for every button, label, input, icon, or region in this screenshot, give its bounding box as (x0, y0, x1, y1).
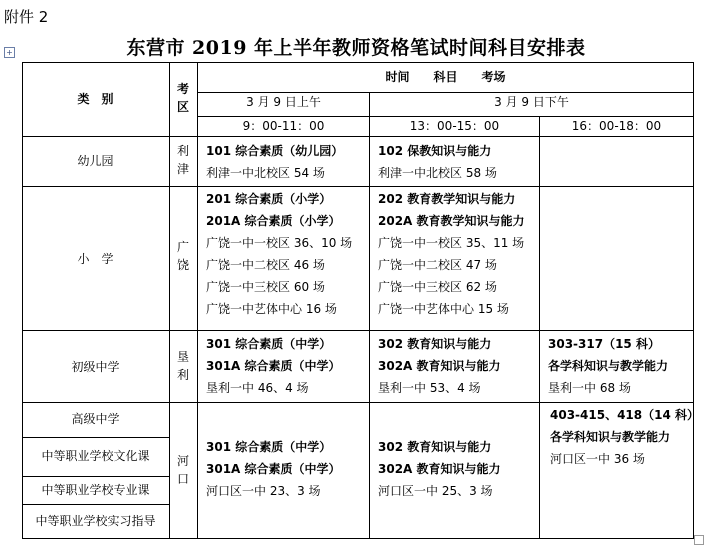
senior-slot2: 302 教育知识与能力 302A 教育知识与能力 河口区一中 25、3 场 (378, 440, 501, 498)
header-day2: 3 月 9 日下午 (494, 95, 569, 109)
primary-slot2: 202 教育教学知识与能力 202A 教育教学知识与能力 广饶一中一校区 35、11 场 广饶一中二校区 47 场 广饶一中三校区 62 场 广饶一中艺体中心 15 场 (378, 192, 525, 316)
header-time-subject-venue: 时间 科目 考场 (385, 70, 506, 84)
page-title: 东营市 2019 年上半年教师资格笔试时间科目安排表 (126, 37, 586, 59)
category-senior: 高级中学 (71, 412, 120, 426)
area-hekou: 河 口 (176, 454, 189, 486)
header-slot3: 16：00-18：00 (571, 119, 662, 133)
header-day1: 3 月 9 日上午 (246, 95, 321, 109)
primary-slot1: 201 综合素质（小学） 201A 综合素质（小学） 广饶一中一校区 36、10 场 广饶一中二校区 46 场 广饶一中三校区 60 场 广饶一中艺体中心 16 场 (206, 192, 353, 316)
area-guangrao: 广 饶 (176, 240, 189, 272)
area-lijin: 利 津 (176, 144, 189, 176)
senior-slot1: 301 综合素质（中学） 301A 综合素质（中学） 河口区一中 23、3 场 (206, 440, 341, 498)
category-primary: 小 学 (77, 252, 114, 266)
header-slot1: 9：00-11：00 (242, 119, 325, 133)
header-slot2: 13：00-15：00 (409, 119, 500, 133)
category-kindergarten: 幼儿园 (77, 154, 114, 168)
category-vocational-culture: 中等职业学校文化课 (41, 449, 150, 463)
category-junior: 初级中学 (71, 360, 120, 374)
header-exam-area: 考 区 (176, 82, 189, 114)
kindergarten-slot2: 102 保教知识与能力 利津一中北校区 58 场 (378, 144, 497, 180)
junior-slot2: 302 教育知识与能力 302A 教育知识与能力 垦利一中 53、4 场 (378, 337, 501, 395)
junior-slot1: 301 综合素质（中学） 301A 综合素质（中学） 垦利一中 46、4 场 (206, 337, 341, 395)
header-category: 类 别 (77, 92, 114, 106)
junior-slot3: 303-317（15 科） 各学科知识与教学能力 垦利一中 68 场 (548, 337, 669, 395)
table-resize-handle[interactable] (694, 535, 704, 545)
table-anchor-icon[interactable]: + (4, 47, 15, 58)
category-vocational-practice: 中等职业学校实习指导 (35, 514, 156, 528)
kindergarten-slot1: 101 综合素质（幼儿园） 利津一中北校区 54 场 (206, 144, 344, 180)
category-vocational-major: 中等职业学校专业课 (41, 483, 150, 497)
area-kenli: 垦 利 (176, 350, 189, 382)
attachment-label: 附件 2 (4, 8, 49, 26)
senior-slot3: 403-415、418（14 科） 各学科知识与教学能力 河口区一中 36 场 (550, 408, 700, 466)
schedule-table (22, 62, 700, 539)
